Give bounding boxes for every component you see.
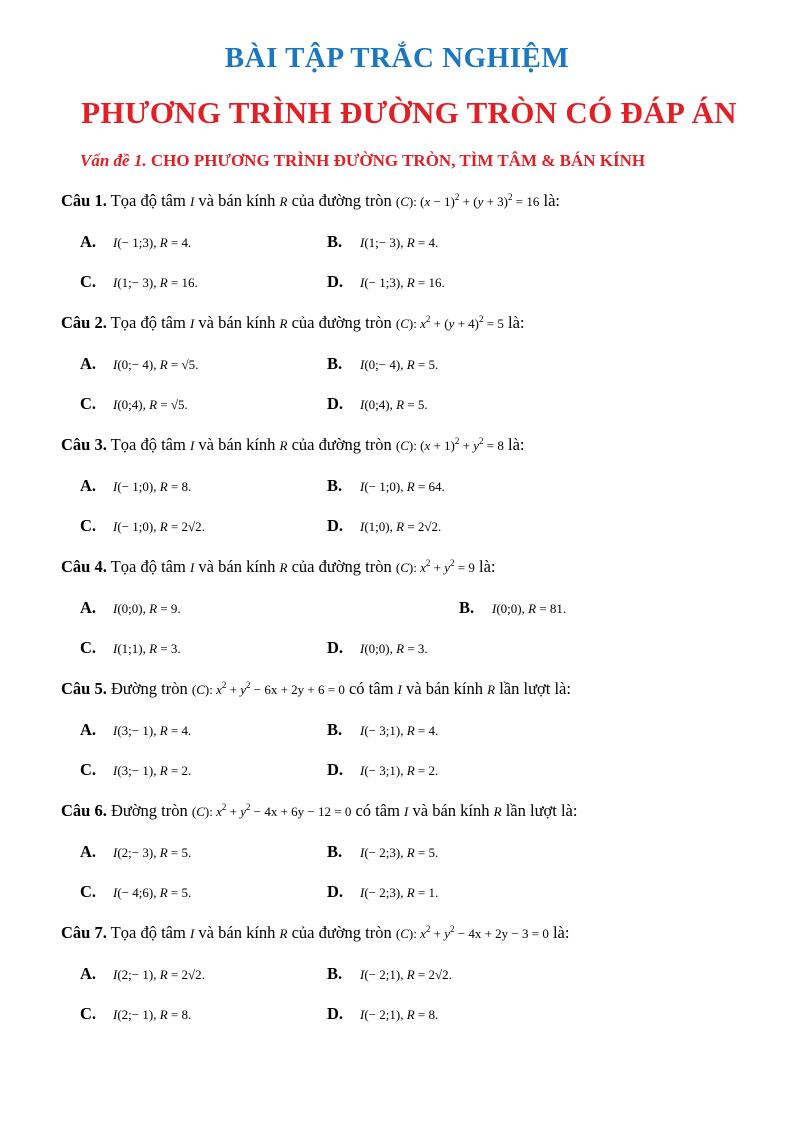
- option-label: A.: [80, 476, 97, 495]
- option-text: I(3;− 1), R = 4.: [113, 723, 192, 738]
- option-text: I(0;0), R = 81.: [492, 601, 567, 616]
- var-R: R: [279, 438, 288, 453]
- question-number: Câu 4.: [61, 557, 107, 576]
- option-label: C.: [80, 638, 97, 657]
- option-text: I(− 2;1), R = 2√2.: [360, 967, 452, 982]
- var-I: I: [404, 804, 409, 819]
- option-b[interactable]: [327, 964, 452, 984]
- question-7: [61, 923, 569, 943]
- question-text-mid: có tâm: [355, 801, 400, 820]
- option-text: I(0;− 4), R = 5.: [360, 357, 439, 372]
- question-text-mid: và bán kính: [198, 191, 276, 210]
- option-label: C.: [80, 516, 97, 535]
- question-text-mid2: và bán kính: [406, 679, 483, 698]
- question-text-post: là:: [543, 191, 560, 210]
- option-text: I(3;− 1), R = 2.: [113, 763, 192, 778]
- option-c[interactable]: [80, 882, 191, 902]
- question-2: [61, 313, 524, 333]
- option-d[interactable]: [327, 638, 428, 658]
- document-subtitle: PHƯƠNG TRÌNH ĐƯỜNG TRÒN CÓ ĐÁP ÁN: [81, 95, 737, 130]
- option-label: D.: [327, 882, 344, 901]
- option-c[interactable]: [80, 638, 181, 658]
- section-lead: Vấn đề 1.: [80, 151, 147, 170]
- question-text-pre: Đường tròn: [110, 801, 188, 820]
- option-d[interactable]: [327, 1004, 438, 1024]
- var-R: R: [279, 194, 288, 209]
- option-text: I(2;− 3), R = 5.: [113, 845, 192, 860]
- option-text: I(0;4), R = 5.: [360, 397, 428, 412]
- question-text-mid2: của đường tròn: [291, 191, 392, 210]
- option-text: I(2;− 1), R = 8.: [113, 1007, 192, 1022]
- question-text-mid2: và bán kính: [412, 801, 490, 820]
- option-text: I(2;− 1), R = 2√2.: [113, 967, 205, 982]
- option-label: A.: [80, 842, 97, 861]
- var-R: R: [279, 926, 288, 941]
- option-c[interactable]: [80, 516, 205, 536]
- circle-equation: (C): $(x - 1)^2 + (y + 3)^2 = 16$: [395, 192, 540, 209]
- option-label: C.: [80, 1004, 97, 1023]
- option-b[interactable]: [327, 842, 438, 862]
- question-text-post: lần lượt là:: [499, 679, 571, 698]
- option-text: I(0;− 4), R = √5.: [113, 357, 199, 372]
- var-I: I: [397, 682, 402, 697]
- question-text-post: là:: [478, 557, 496, 576]
- option-text: I(− 2;3), R = 5.: [360, 845, 439, 860]
- option-a[interactable]: [80, 354, 198, 374]
- question-text-post: là:: [552, 923, 570, 942]
- option-text: I(1;− 3), R = 16.: [113, 275, 198, 290]
- option-a[interactable]: [80, 232, 191, 252]
- var-I: I: [189, 438, 195, 453]
- question-number: Câu 6.: [61, 801, 107, 820]
- var-R: R: [487, 682, 496, 697]
- option-label: D.: [327, 272, 344, 291]
- option-label: C.: [80, 882, 97, 901]
- question-6: [61, 801, 577, 821]
- circle-equation: (C): $x^2 + (y + 4)^2 = 5$: [395, 314, 504, 331]
- option-text: I(− 4;6), R = 5.: [113, 885, 192, 900]
- question-text-post: là:: [507, 435, 525, 454]
- option-label: C.: [80, 272, 97, 291]
- option-b[interactable]: [459, 598, 566, 618]
- question-text-mid: và bán kính: [198, 313, 276, 332]
- option-text: I(0;4), R = √5.: [113, 397, 188, 412]
- question-1: [61, 191, 560, 211]
- option-label: A.: [80, 232, 97, 251]
- question-text-pre: Tọa độ tâm: [110, 313, 186, 332]
- option-text: I(1;1), R = 3.: [113, 641, 181, 656]
- option-a[interactable]: [80, 598, 181, 618]
- question-text-post: lần lượt là:: [505, 801, 578, 820]
- option-label: A.: [80, 598, 97, 617]
- option-text: I(− 1;0), R = 2√2.: [113, 519, 205, 534]
- var-I: I: [189, 194, 195, 209]
- question-4: [61, 557, 495, 577]
- question-text-mid: và bán kính: [198, 435, 276, 454]
- option-a[interactable]: [80, 964, 205, 984]
- option-label: C.: [80, 394, 97, 413]
- option-b[interactable]: [327, 476, 445, 496]
- var-R: R: [493, 804, 502, 819]
- question-text-mid: và bán kính: [198, 557, 276, 576]
- option-text: I(− 3;1), R = 2.: [360, 763, 439, 778]
- option-label: A.: [80, 720, 97, 739]
- option-label: A.: [80, 354, 97, 373]
- question-text-mid2: của đường tròn: [291, 923, 392, 942]
- question-text-pre: Tọa độ tâm: [110, 191, 186, 210]
- option-label: D.: [327, 760, 344, 779]
- option-label: B.: [327, 476, 343, 495]
- option-text: I(− 2;1), R = 8.: [360, 1007, 439, 1022]
- option-label: D.: [327, 1004, 344, 1023]
- option-text: I(− 1;3), R = 16.: [360, 275, 445, 290]
- section-text: CHO PHƯƠNG TRÌNH ĐƯỜNG TRÒN, TÌM TÂM & BÁN KÍNH: [150, 151, 646, 170]
- question-text-mid2: của đường tròn: [291, 313, 392, 332]
- option-label: B.: [327, 354, 343, 373]
- option-text: I(0;0), R = 3.: [360, 641, 428, 656]
- option-a[interactable]: [80, 720, 191, 740]
- option-label: B.: [327, 964, 343, 983]
- option-a[interactable]: [80, 476, 191, 496]
- option-text: I(1;− 3), R = 4.: [360, 235, 439, 250]
- option-d[interactable]: [327, 516, 441, 536]
- option-c[interactable]: [80, 394, 188, 414]
- circle-equation: (C): $x^2 + y^2 - 4x + 2y - 3 = 0$: [395, 924, 549, 941]
- option-label: D.: [327, 638, 344, 657]
- option-c[interactable]: [80, 272, 198, 292]
- option-label: B.: [459, 598, 475, 617]
- var-R: R: [279, 560, 288, 575]
- var-I: I: [189, 926, 195, 941]
- question-text-mid2: của đường tròn: [291, 435, 392, 454]
- section-heading: [80, 151, 645, 171]
- option-b[interactable]: [327, 720, 438, 740]
- option-a[interactable]: [80, 842, 191, 862]
- circle-equation: (C): $x^2 + y^2 - 6x + 2y + 6 = 0$: [191, 680, 345, 697]
- question-number: Câu 5.: [61, 679, 107, 698]
- option-label: D.: [327, 394, 344, 413]
- var-I: I: [189, 560, 195, 575]
- option-c[interactable]: [80, 1004, 191, 1024]
- document-title: BÀI TẬP TRẮC NGHIỆM: [224, 42, 570, 74]
- question-text-pre: Tọa độ tâm: [110, 923, 186, 942]
- question-text-mid: có tâm: [348, 679, 394, 698]
- question-text-mid2: của đường tròn: [291, 557, 392, 576]
- option-d[interactable]: [327, 394, 428, 414]
- option-b[interactable]: [327, 354, 438, 374]
- option-text: I(− 1;0), R = 8.: [113, 479, 192, 494]
- option-label: B.: [327, 232, 343, 251]
- option-label: C.: [80, 760, 97, 779]
- option-d[interactable]: [327, 760, 438, 780]
- option-d[interactable]: [327, 272, 445, 292]
- option-label: D.: [327, 516, 344, 535]
- question-number: Câu 3.: [61, 435, 107, 454]
- question-text-pre: Đường tròn: [110, 679, 188, 698]
- option-label: A.: [80, 964, 97, 983]
- option-text: I(− 1;3), R = 4.: [113, 235, 192, 250]
- option-text: I(− 1;0), R = 64.: [360, 479, 445, 494]
- question-number: Câu 2.: [61, 313, 107, 332]
- option-text: I(− 2;3), R = 1.: [360, 885, 439, 900]
- option-text: I(0;0), R = 9.: [113, 601, 181, 616]
- question-3: [61, 435, 524, 455]
- question-text-pre: Tọa độ tâm: [110, 557, 186, 576]
- question-text-post: là:: [507, 313, 525, 332]
- question-text-pre: Tọa độ tâm: [110, 435, 186, 454]
- question-text-mid: và bán kính: [198, 923, 276, 942]
- option-label: B.: [327, 720, 343, 739]
- circle-equation: (C): $(x + 1)^2 + y^2 = 8$: [395, 436, 504, 453]
- option-text: I(− 3;1), R = 4.: [360, 723, 439, 738]
- option-c[interactable]: [80, 760, 191, 780]
- question-5: [61, 679, 571, 699]
- question-number: Câu 7.: [61, 923, 107, 942]
- var-I: I: [189, 316, 195, 331]
- option-b[interactable]: [327, 232, 438, 252]
- option-text: I(1;0), R = 2√2.: [360, 519, 442, 534]
- circle-equation: (C): $x^2 + y^2 = 9$: [395, 558, 475, 575]
- option-d[interactable]: [327, 882, 438, 902]
- question-number: Câu 1.: [61, 191, 107, 210]
- var-R: R: [279, 316, 288, 331]
- option-label: B.: [327, 842, 343, 861]
- circle-equation: (C): $x^2 + y^2 - 4x + 6y - 12 = 0$: [191, 802, 352, 819]
